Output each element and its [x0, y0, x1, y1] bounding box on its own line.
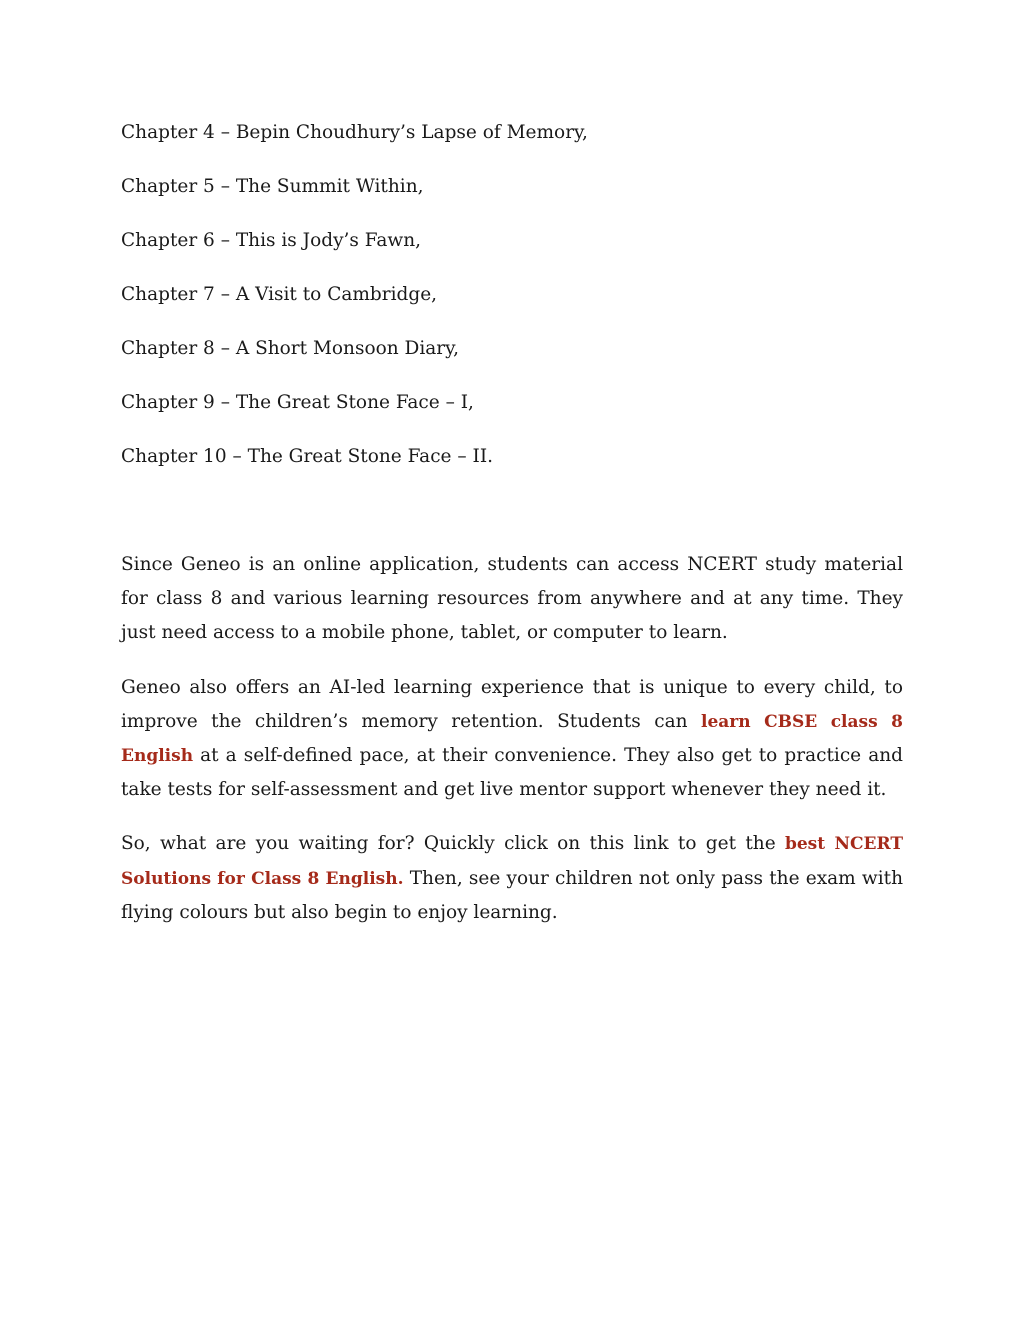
- paragraph-ai-learning-text-before: Geneo also offers an AI-led learning experience that is unique to every child, to improve the children’s memory retention. Students can: [121, 676, 903, 732]
- paragraph-online-access: Since Geneo is an online application, students can access NCERT study material for class 8 and various learning resources from anywhere and at any time. They just need access to a mobile phone, tablet, or computer to learn.: [121, 554, 903, 644]
- chapter-item-6: Chapter 6 – This is Jody’s Fawn,: [121, 230, 422, 251]
- paragraph-ai-learning-text-after: at a self-defined pace, at their convenience. They also get to practice and take tests for self-assessment and get live mentor support whenever they need it.: [121, 745, 903, 801]
- paragraph-cta-text-after: Then, see your children not only pass the exam with flying colours but also begin to enjoy learning.: [121, 867, 903, 923]
- learn-cbse-class-8-english-link[interactable]: learn CBSE class 8 English: [121, 711, 903, 767]
- best-ncert-solutions-link[interactable]: best NCERT Solutions for Class 8 English.: [121, 834, 903, 889]
- body-text: [121, 548, 903, 930]
- paragraph-call-to-action: [121, 827, 903, 930]
- paragraph-cta-text-before: So, what are you waiting for? Quickly click on this link to get the: [121, 833, 785, 855]
- chapter-item-8: Chapter 8 – A Short Monsoon Diary,: [121, 338, 460, 359]
- chapter-item-7: Chapter 7 – A Visit to Cambridge,: [121, 284, 438, 305]
- page-content: [121, 116, 903, 950]
- chapter-item-9: Chapter 9 – The Great Stone Face – I,: [121, 392, 474, 413]
- chapter-item-4: Chapter 4 – Bepin Choudhury’s Lapse of Memory,: [121, 122, 588, 143]
- chapter-item-5: Chapter 5 – The Summit Within,: [121, 176, 424, 197]
- chapter-item-10: Chapter 10 – The Great Stone Face – II.: [121, 446, 494, 467]
- paragraph-ai-learning: [121, 671, 903, 808]
- chapter-list: [121, 116, 903, 474]
